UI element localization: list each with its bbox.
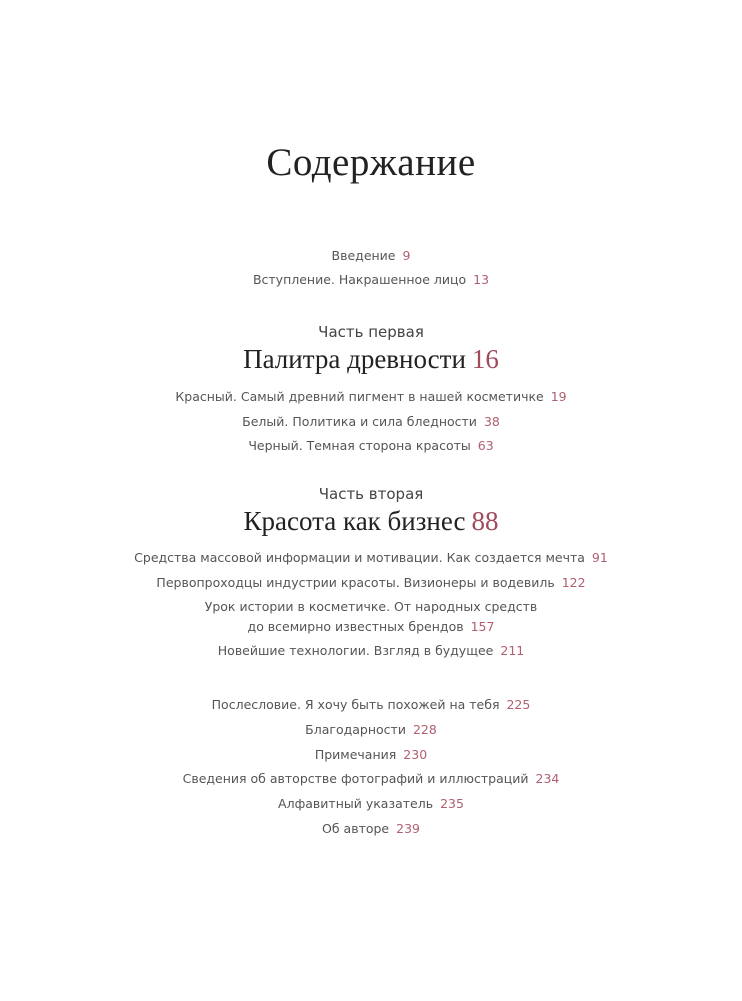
entry-label: Средства массовой информации и мотивации. Как создается мечта (134, 550, 585, 565)
entry-label: Белый. Политика и сила бледности (242, 414, 477, 429)
entry-page: 239 (396, 821, 420, 836)
entry-label: Сведения об авторстве фотографий и иллюстраций (182, 771, 529, 786)
toc-entry[interactable] (0, 796, 742, 811)
part-page: 16 (471, 344, 499, 374)
page-title: Содержание (266, 141, 476, 184)
entry-page: 211 (500, 643, 525, 658)
part-label: Часть первая (318, 323, 424, 341)
toc-entry[interactable] (0, 747, 742, 762)
part-page: 88 (471, 506, 499, 536)
entry-label: Алфавитный указатель (278, 796, 434, 811)
entry-label: до всемирно известных брендов (247, 619, 464, 634)
entry-label: Первопроходцы индустрии красоты. Визионеры и водевиль (156, 575, 555, 590)
entry-label: Введение (331, 248, 396, 263)
toc-entry[interactable] (0, 550, 742, 565)
toc-entry[interactable] (0, 575, 742, 590)
entry-label: Об авторе (322, 821, 390, 836)
toc-entry[interactable] (0, 643, 742, 658)
toc-entry[interactable] (0, 414, 742, 429)
entry-page: 225 (506, 697, 531, 712)
entry-page: 9 (402, 248, 411, 263)
entry-label: Вступление. Накрашенное лицо (252, 272, 467, 287)
entry-page: 228 (412, 722, 437, 737)
entry-page: 234 (535, 771, 560, 786)
toc-entry[interactable] (0, 619, 742, 634)
entry-page: 19 (550, 389, 567, 404)
entry-label: Красный. Самый древний пигмент в нашей косметичке (175, 389, 544, 404)
toc-entry[interactable] (0, 438, 742, 453)
entry-page: 157 (470, 619, 495, 634)
toc-entry-line1[interactable]: Урок истории в косметичке. От народных средств (204, 599, 538, 614)
entry-label: Послесловие. Я хочу быть похожей на тебя (211, 697, 500, 712)
entry-page: 13 (473, 272, 490, 287)
part-title[interactable] (0, 344, 742, 375)
toc-entry[interactable] (0, 389, 742, 404)
part-title[interactable] (0, 506, 742, 537)
entry-page: 38 (483, 414, 500, 429)
toc-entry[interactable] (0, 821, 742, 836)
part-label: Часть вторая (318, 485, 424, 503)
toc-entry[interactable] (0, 722, 742, 737)
entry-page: 235 (440, 796, 464, 811)
entry-label: Новейшие технологии. Взгляд в будущее (217, 643, 494, 658)
toc-entry[interactable] (0, 272, 742, 287)
entry-page: 63 (477, 438, 494, 453)
entry-label: Черный. Темная сторона красоты (248, 438, 471, 453)
entry-label: Примечания (314, 747, 397, 762)
part-title-text: Красота как бизнес (243, 506, 466, 536)
toc-entry[interactable] (0, 771, 742, 786)
toc-entry[interactable] (0, 248, 742, 263)
entry-page: 230 (403, 747, 428, 762)
entry-page: 122 (561, 575, 586, 590)
part-title-text: Палитра древности (243, 344, 466, 374)
entry-label: Благодарности (305, 722, 406, 737)
entry-page: 91 (591, 550, 608, 565)
toc-entry[interactable] (0, 697, 742, 712)
